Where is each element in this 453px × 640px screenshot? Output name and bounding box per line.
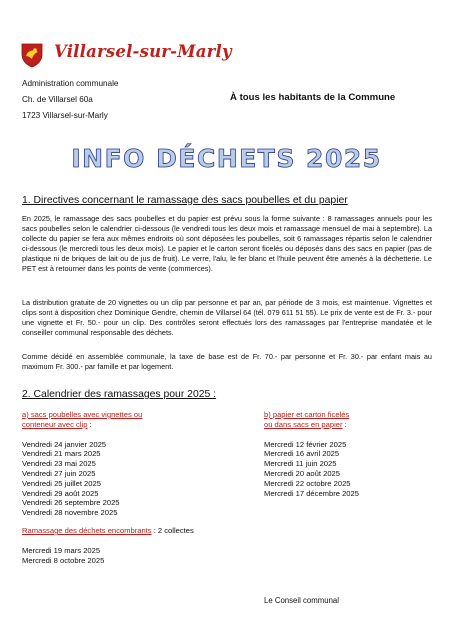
- bulky-heading: Ramassage des déchets encombrants: [22, 526, 152, 535]
- address-line: 1723 Villarsel-sur-Marly: [22, 111, 108, 120]
- section1-paragraph-2: La distribution gratuite de 20 vignettes ou un clip par personne et par an, par période de 3 mois, est maintenue. Vignettes et clips sont à disposition chez Dominique Gendre, chemin de Villarsel 64 (tél. 079 611 51 55). Le prix de vente est de Fr. 3.- pour une vignette et Fr. 50.- pour un clip. Des contrôles seront effectués lors des ramassages par l'entreprise mandatée et le conseiller communal responsable des déchets.: [22, 298, 432, 337]
- paper-heading-suffix: :: [342, 419, 347, 429]
- sender-address: [22, 76, 118, 124]
- list-item: Vendredi 29 août 2025: [22, 488, 99, 498]
- list-item: Mercredi 22 octobre 2025: [264, 478, 351, 488]
- list-item: Mercredi 11 juin 2025: [264, 459, 337, 469]
- section1-heading: [22, 195, 348, 206]
- section1-heading-text: 1. Directives concernant le ramassage des sacs poubelles et du papier: [22, 195, 348, 206]
- paper-schedule: [264, 410, 359, 498]
- trash-schedule: [22, 410, 142, 518]
- list-item: Mercredi 12 février 2025: [264, 439, 347, 449]
- list-item: Vendredi 26 septembre 2025: [22, 498, 120, 508]
- bulky-schedule: [22, 526, 194, 565]
- section2-heading: [22, 389, 216, 400]
- coat-of-arms-icon: [20, 42, 44, 68]
- paper-heading-line: b) papier et carton ficelés: [264, 410, 350, 419]
- list-item: Mercredi 20 août 2025: [264, 468, 340, 478]
- list-item: Vendredi 25 juillet 2025: [22, 478, 101, 488]
- list-item: Mercredi 8 octobre 2025: [22, 555, 105, 565]
- signoff: Le Conseil communal: [264, 596, 339, 605]
- list-item: Mercredi 19 mars 2025: [22, 545, 101, 555]
- list-item: Mercredi 17 décembre 2025: [264, 488, 359, 498]
- bulky-heading-suffix: : 2 collectes: [151, 526, 194, 535]
- list-item: Vendredi 23 mai 2025: [22, 459, 96, 469]
- section1-paragraph-1: En 2025, le ramassage des sacs poubelles et du papier est prévu sous la forme suivante : 8 ramassages annuels pour les sacs poubelles selon le calendrier ci-dessous (le vendredi tous les deux mois et ramassage mensuel de mai à septembre). La collecte du papier se fera aux mêmes endroits où sont déposées les poubelles, soit 6 ramassages répartis selon le calendrier ci-dessous (le mercredi tous les deux mois). Le papier et le carton seront ficelés ou déposés dans des sacs en papier (pas de plastique ni de briques de lait ou de jus de fruit). Le verre, l'alu, le fer blanc et l'huile peuvent être amenés à la déchetterie. Le PET est à retourner dans les points de vente (commerces).: [22, 214, 432, 273]
- list-item: Vendredi 21 mars 2025: [22, 449, 101, 459]
- section1-paragraph-3: Comme décidé en assemblée communale, la taxe de base est de Fr. 70.- par personne et Fr. 30.- par enfant mais au maximum Fr. 300.- par famille et par logement.: [22, 352, 432, 371]
- trash-heading-suffix: :: [87, 419, 92, 429]
- address-line: Administration communale: [22, 79, 119, 88]
- list-item: Vendredi 24 janvier 2025: [22, 439, 107, 449]
- address-line: Ch. de Villarsel 60a: [22, 95, 93, 104]
- paper-heading-line: ou dans sacs en papier: [264, 419, 343, 429]
- trash-heading-line: a) sacs poubelles avec vignettes ou: [22, 410, 143, 419]
- recipient-line: À tous les habitants de la Commune: [230, 92, 396, 103]
- list-item: Vendredi 27 juin 2025: [22, 468, 96, 478]
- page-title: INFO DÉCHETS 2025: [71, 144, 382, 173]
- section2-heading-text: 2. Calendrier des ramassages pour 2025 :: [22, 389, 217, 400]
- town-name: Villarsel-sur-Marly: [54, 42, 232, 61]
- trash-heading-line: conteneur avec clip: [22, 419, 88, 429]
- list-item: Mercredi 16 avril 2025: [264, 449, 340, 459]
- list-item: Vendredi 28 novembre 2025: [22, 508, 118, 518]
